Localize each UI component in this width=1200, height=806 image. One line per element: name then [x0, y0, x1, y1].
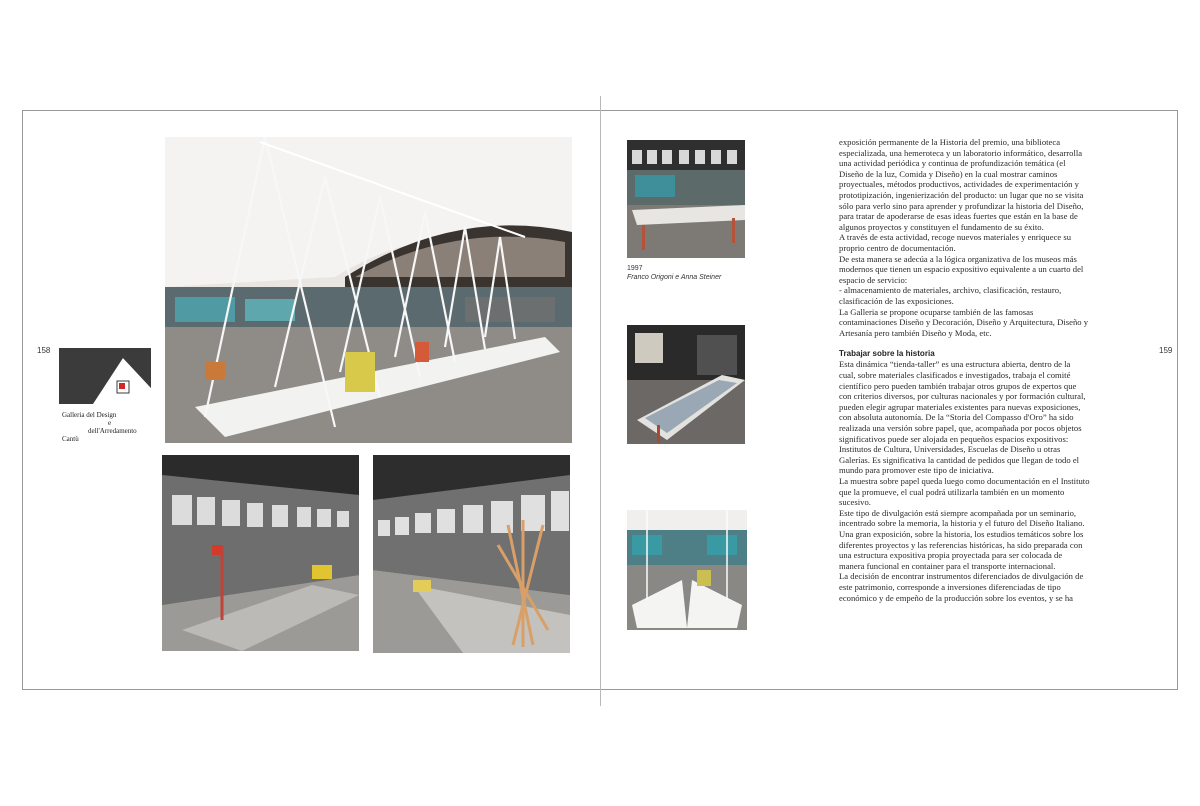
display-cases-photo — [627, 510, 747, 630]
text-line: este patrimonio, corresponde a inversiones diferenciadas de tipo — [839, 581, 1061, 592]
text-line: Esta dinámica “tienda-taller” es una estructura abierta, dentro de la — [839, 359, 1071, 370]
caption-names: Franco Origoni e Anna Steiner — [627, 274, 722, 281]
text-line: una estructura expositiva propia proyectada para ser colocada de — [839, 550, 1063, 561]
text-line: exposición permanente de la Historia del premio, una biblioteca — [839, 137, 1061, 147]
text-line: La Galleria se propone ocuparse también de las famosas — [839, 306, 1034, 317]
text-line: especializada, una hemeroteca y un laboratorio informático, desarrolla — [839, 147, 1083, 158]
text-line: pueden elegir agrupar materiales existentes para nuevas exposiciones, — [839, 401, 1081, 412]
text-line: con absoluta autonomía. De la “Storia del Compasso d'Oro” ha sido — [839, 412, 1074, 423]
exhibition-photo-1997 — [627, 140, 745, 258]
logo-text-line: Cantù — [62, 435, 79, 443]
text-line: De esta manera se adecúa a la lógica organizativa de los museos más — [839, 253, 1077, 264]
page-number-right: 159 — [1159, 346, 1173, 355]
book-gutter — [600, 96, 601, 706]
text-line: diferentes proyectos y las referencias históricas, ha sido preparada con — [839, 539, 1083, 550]
gallery-interior-photo-right — [373, 455, 570, 653]
text-line: Institutos de Cultura, Universidades, Escuelas de Diseño u otras — [839, 444, 1061, 455]
text-line: Diseño de la luz, Comida y Diseño) en la cual mostrar caminos — [839, 168, 1058, 179]
text-line: Galerías. Es significativa la cantidad de pedidos que llegan de todo el — [839, 454, 1080, 465]
text-line: significativos puede ser alojada en pequeños espacios expositivos: — [839, 433, 1069, 444]
text-line: A través de esta actividad, recoge nuevos materiales y enriquece su — [839, 232, 1072, 243]
logo-text-line: dell'Arredamento — [88, 427, 137, 435]
logo-text-line: e — [108, 419, 112, 427]
text-line: manera funcional en container para el transporte internacional. — [839, 560, 1056, 571]
text-line: sólo para verlo sino para aprender y profundizar la historia del Diseño, — [839, 200, 1084, 211]
text-line: Este tipo de divulgación está siempre acompañada por un seminario, — [839, 507, 1077, 518]
text-line: una actividad periódica y continua de profundización temática (el — [839, 158, 1066, 169]
exhibition-hall-photo — [165, 137, 572, 443]
text-line: mundo para promover este tipo de iniciativa. — [839, 465, 994, 476]
text-line: clasificación de las exposiciones. — [839, 295, 954, 306]
section-heading: Trabajar sobre la historia — [839, 348, 935, 358]
text-line: realizada una versión sobre papel, que, acompañada por pocos objetos — [839, 423, 1082, 434]
text-line: económico y de empeño de la producción sobre los eventos, y se ha — [839, 592, 1073, 603]
text-line: incentrado sobre la memoria, la historia y el futuro del Diseño Italiano. — [839, 518, 1085, 529]
text-line: para tratar de apoderarse de esas ideas fuertes que están en la base de — [839, 211, 1078, 222]
text-line: científico pero pueden también trabajar otros grupos de expertos que — [839, 380, 1077, 391]
display-table-photo — [627, 325, 745, 444]
text-line: Artesanía pero también Diseño y Moda, etc. — [839, 327, 992, 338]
text-block-1 — [839, 137, 1145, 338]
text-line: proprio centro de documentación. — [839, 242, 956, 253]
text-line: modernos que tienen un espacio expositivo equivalente a un cuarto del — [839, 264, 1084, 275]
caption-year: 1997 — [627, 265, 643, 272]
text-line: espacio de servicio: — [839, 274, 908, 285]
gallery-interior-photo-left — [162, 455, 359, 651]
photo-caption — [627, 264, 721, 282]
text-line: prototipización, ingenierización del producto: un lugar que no se visita — [839, 189, 1084, 200]
text-line: La muestra sobre papel queda luego como documentación en el Instituto — [839, 476, 1090, 486]
body-text-column — [839, 137, 1145, 603]
text-line: - almacenamiento de materiales, archivo, clasificación, restauro, — [839, 285, 1062, 296]
text-line: Una gran exposición, sobre la historia, los estudios temáticos sobre los — [839, 528, 1084, 539]
galleria-logo — [59, 348, 151, 404]
page-number-left: 158 — [37, 346, 51, 355]
text-line: proyectuales, métodos productivos, actividades de experimentación y — [839, 179, 1079, 190]
text-line: que la promueve, el cual podrá utilizarla también en un momento — [839, 486, 1065, 497]
text-line: sucesivo. — [839, 497, 871, 508]
text-line: contaminaciones Diseño y Decoración, Diseño y Arquitectura, Diseño y — [839, 317, 1089, 328]
text-line: algunos proyectos y constituyen el fundamento de su éxito. — [839, 221, 1044, 232]
text-line: La decisión de encontrar instrumentos diferenciados de divulgación de — [839, 571, 1084, 582]
text-line: con criterios diversos, por culturas nacionales y por formación cultural, — [839, 391, 1086, 402]
text-line: cual, sobre materiales clasificados e investigados, trabaja el comité — [839, 370, 1071, 381]
logo-text — [62, 411, 137, 443]
text-block-2 — [839, 359, 1145, 603]
logo-text-line: Galleria del Design — [62, 411, 117, 419]
